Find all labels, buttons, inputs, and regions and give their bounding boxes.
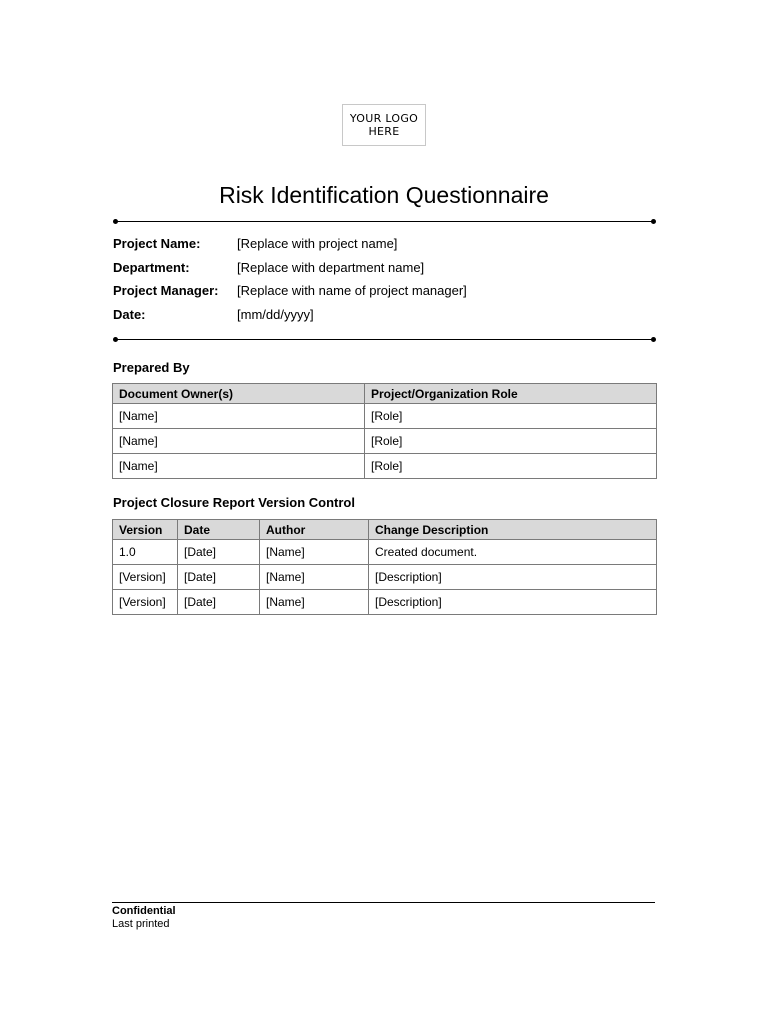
table-cell[interactable]: 1.0 (113, 540, 178, 565)
last-printed-label: Last printed (112, 918, 170, 930)
table-cell[interactable]: [Date] (178, 565, 260, 590)
footer-divider (112, 902, 655, 903)
table-cell[interactable]: [Description] (369, 590, 657, 615)
project-info (113, 232, 467, 326)
column-header: Author (260, 520, 369, 540)
table-row (113, 540, 657, 565)
top-divider (116, 221, 653, 222)
table-cell[interactable]: [Date] (178, 540, 260, 565)
table-cell[interactable]: [Name] (113, 429, 365, 454)
table-cell[interactable]: [Role] (365, 454, 657, 479)
table-row (113, 565, 657, 590)
logo-placeholder: YOUR LOGO HERE (342, 104, 426, 146)
project-name-value[interactable]: [Replace with project name] (237, 236, 398, 252)
bottom-divider (116, 339, 653, 340)
page-footer (112, 905, 176, 931)
column-header: Date (178, 520, 260, 540)
date-label: Date: (113, 306, 146, 322)
table-cell[interactable]: [Name] (260, 540, 369, 565)
project-name-row (113, 232, 467, 256)
column-header: Project/Organization Role (365, 384, 657, 404)
department-label: Department: (113, 259, 190, 275)
prepared-by-heading: Prepared By (113, 360, 190, 375)
document-title: Risk Identification Questionnaire (219, 182, 549, 208)
table-cell[interactable]: [Date] (178, 590, 260, 615)
prepared-by-table (112, 383, 657, 479)
confidential-label: Confidential (112, 905, 176, 917)
table-header-row (113, 384, 657, 404)
column-header: Change Description (369, 520, 657, 540)
table-row (113, 404, 657, 429)
table-cell[interactable]: [Role] (365, 404, 657, 429)
table-cell[interactable]: [Description] (369, 565, 657, 590)
project-name-label: Project Name: (113, 236, 201, 252)
department-row (113, 256, 467, 280)
table-cell[interactable]: [Name] (260, 590, 369, 615)
table-cell[interactable]: [Name] (260, 565, 369, 590)
date-value[interactable]: [mm/dd/yyyy] (237, 306, 314, 322)
date-row (113, 303, 467, 327)
project-manager-label: Project Manager: (113, 283, 219, 299)
table-cell[interactable]: Created document. (369, 540, 657, 565)
table-cell[interactable]: [Name] (113, 404, 365, 429)
table-cell[interactable]: [Role] (365, 429, 657, 454)
table-cell[interactable]: [Version] (113, 590, 178, 615)
table-cell[interactable]: [Version] (113, 565, 178, 590)
version-control-heading: Project Closure Report Version Control (113, 495, 355, 510)
department-value[interactable]: [Replace with department name] (237, 259, 425, 275)
column-header: Document Owner(s) (113, 384, 365, 404)
table-row (113, 590, 657, 615)
column-header: Version (113, 520, 178, 540)
table-row (113, 429, 657, 454)
table-cell[interactable]: [Name] (113, 454, 365, 479)
table-header-row (113, 520, 657, 540)
version-control-table (112, 519, 657, 615)
project-manager-value[interactable]: [Replace with name of project manager] (237, 283, 467, 299)
project-manager-row (113, 279, 467, 303)
table-row (113, 454, 657, 479)
